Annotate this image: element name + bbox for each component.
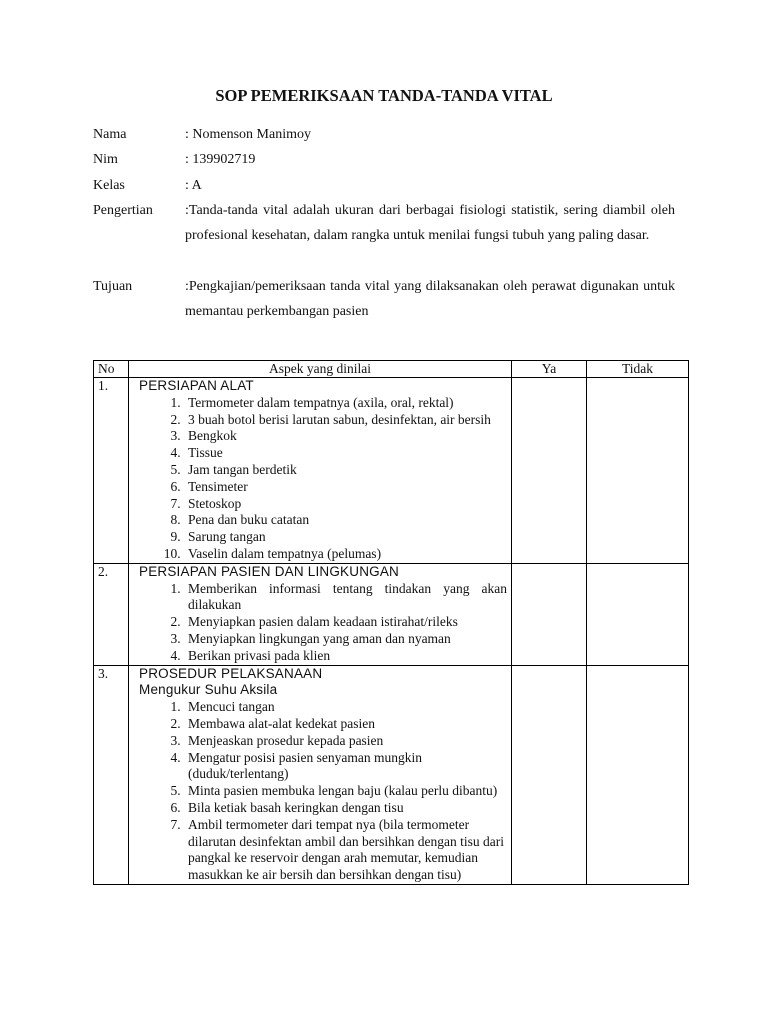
header-aspek: Aspek yang dinilai bbox=[129, 361, 512, 378]
list-item: 4. Mengatur posisi pasien senyaman mungkin (duduk/terlentang) bbox=[184, 750, 507, 784]
row-aspek bbox=[129, 665, 512, 884]
list-item: 1. Mencuci tangan bbox=[184, 699, 507, 716]
list-item: 7. Stetoskop bbox=[184, 496, 507, 513]
info-nim bbox=[93, 147, 675, 172]
list-item: 10. Vaselin dalam tempatnya (pelumas) bbox=[184, 546, 507, 563]
tujuan-label: Tujuan bbox=[93, 279, 133, 294]
section-title: PROSEDUR PELAKSANAAN bbox=[139, 665, 323, 681]
list-item: 6. Bila ketiak basah keringkan dengan tisu bbox=[184, 800, 507, 817]
sop-checklist-table bbox=[93, 360, 689, 885]
checklist-items bbox=[139, 581, 507, 665]
table-body bbox=[94, 378, 689, 885]
table-row bbox=[94, 665, 689, 884]
list-item: 6. Tensimeter bbox=[184, 479, 507, 496]
list-item: 5. Jam tangan berdetik bbox=[184, 462, 507, 479]
list-item: 1. Termometer dalam tempatnya (axila, oral, rektal) bbox=[184, 395, 507, 412]
ya-checkbox-cell[interactable] bbox=[512, 563, 587, 665]
ya-checkbox-cell[interactable] bbox=[512, 665, 587, 884]
section-subtitle: Mengukur Suhu Aksila bbox=[139, 682, 278, 698]
nama-label: Nama bbox=[93, 127, 127, 142]
list-item: 5. Minta pasien membuka lengan baju (kalau perlu dibantu) bbox=[184, 783, 507, 800]
list-item: 7. Ambil termometer dari tempat nya (bila termometer dilarutan desinfektan ambil dan bersihkan dengan tisu dari pangkal ke reservoir dengan arah memutar, kemudian masukkan ke air bersih dan bersihkan dengan tisu) bbox=[184, 817, 507, 884]
list-item: 8. Pena dan buku catatan bbox=[184, 512, 507, 529]
section-title: PERSIAPAN ALAT bbox=[139, 378, 254, 393]
list-item: 3. Menyiapkan lingkungan yang aman dan nyaman bbox=[184, 631, 507, 648]
row-aspek bbox=[129, 563, 512, 665]
checklist-items bbox=[139, 395, 507, 563]
row-number: 3. bbox=[94, 665, 129, 884]
row-number: 1. bbox=[94, 378, 129, 564]
list-item: 2. 3 buah botol berisi larutan sabun, desinfektan, air bersih bbox=[184, 412, 507, 429]
table-row bbox=[94, 563, 689, 665]
info-kelas bbox=[93, 173, 675, 198]
table-header-row bbox=[94, 361, 689, 378]
nim-value: : 139902719 bbox=[185, 152, 256, 167]
list-item: 3. Menjeaskan prosedur kepada pasien bbox=[184, 733, 507, 750]
nim-label: Nim bbox=[93, 152, 118, 167]
pengertian-label: Pengertian bbox=[93, 203, 153, 218]
row-number: 2. bbox=[94, 563, 129, 665]
tidak-checkbox-cell[interactable] bbox=[587, 378, 689, 564]
pengertian-value: :Tanda-tanda vital adalah ukuran dari berbagai fisiologi statistik, sering diambil oleh profesional kesehatan, dalam rangka untuk menilai fungsi tubuh yang paling dasar. bbox=[185, 203, 675, 243]
list-item: 1. Memberikan informasi tentang tindakan yang akan dilakukan bbox=[184, 581, 507, 615]
kelas-value: : A bbox=[185, 178, 202, 193]
section-title: PERSIAPAN PASIEN DAN LINGKUNGAN bbox=[139, 563, 400, 579]
header-ya: Ya bbox=[512, 361, 587, 378]
tidak-checkbox-cell[interactable] bbox=[587, 563, 689, 665]
header-tidak: Tidak bbox=[587, 361, 689, 378]
tujuan-value: :Pengkajian/pemeriksaan tanda vital yang dilaksanakan oleh perawat digunakan untuk memantau perkembangan pasien bbox=[185, 279, 675, 319]
info-pengertian bbox=[93, 198, 675, 248]
list-item: 4. Tissue bbox=[184, 445, 507, 462]
list-item: 9. Sarung tangan bbox=[184, 529, 507, 546]
header-no: No bbox=[94, 361, 129, 378]
row-aspek bbox=[129, 378, 512, 564]
ya-checkbox-cell[interactable] bbox=[512, 378, 587, 564]
list-item: 4. Berikan privasi pada klien bbox=[184, 648, 507, 665]
document-title: SOP PEMERIKSAAN TANDA-TANDA VITAL bbox=[215, 86, 553, 105]
info-nama bbox=[93, 122, 675, 147]
info-tujuan bbox=[93, 274, 675, 324]
list-item: 3. Bengkok bbox=[184, 428, 507, 445]
list-item: 2. Menyiapkan pasien dalam keadaan istirahat/rileks bbox=[184, 614, 507, 631]
table-row bbox=[94, 378, 689, 564]
kelas-label: Kelas bbox=[93, 178, 125, 193]
tidak-checkbox-cell[interactable] bbox=[587, 665, 689, 884]
list-item: 2. Membawa alat-alat kedekat pasien bbox=[184, 716, 507, 733]
checklist-items bbox=[139, 699, 507, 884]
nama-value: : Nomenson Manimoy bbox=[185, 127, 311, 142]
